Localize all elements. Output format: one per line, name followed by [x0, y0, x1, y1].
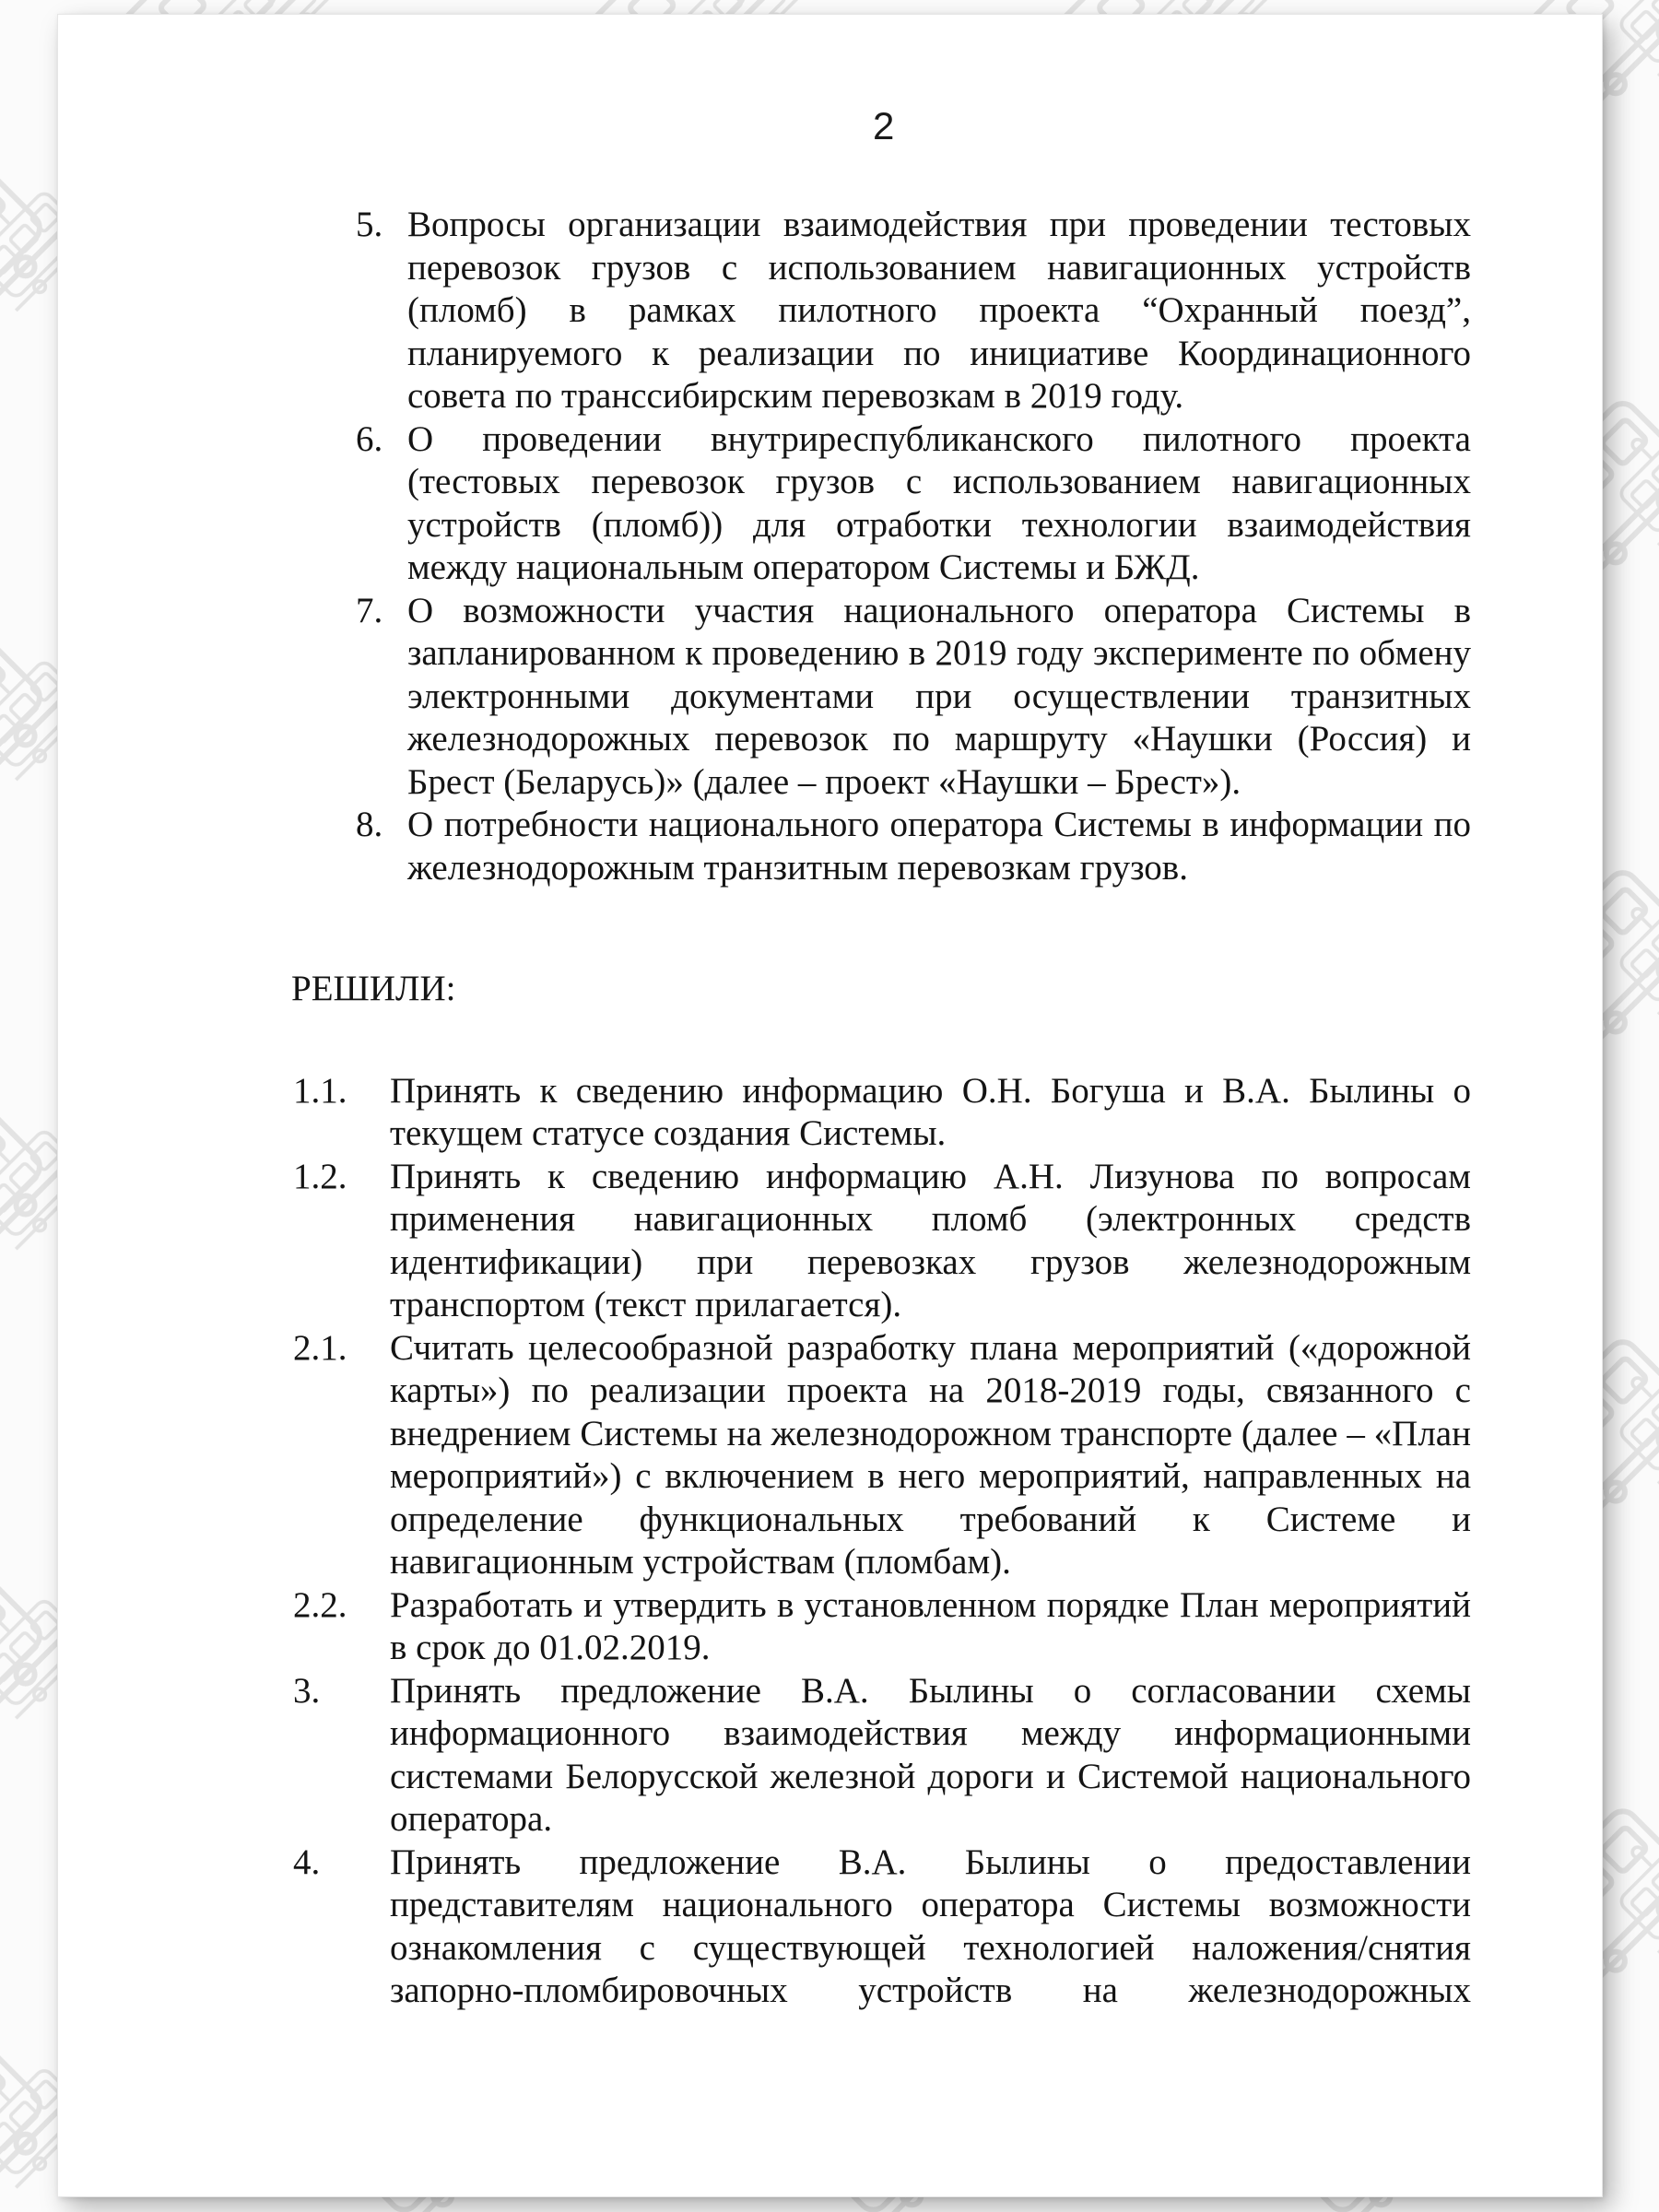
agenda-item-number: 6.	[356, 418, 383, 459]
agenda-item-text: О возможности участия национального оператора Системы в запланированном к проведению в 2019 году эксперименте по обмену электронными документами при осуществлении транзитных железнодорожных перевозок по маршруту «Наушки (Россия) и Брест (Беларусь)» (далее – проект «Наушки – Брест»).	[407, 590, 1471, 802]
agenda-item-number: 7.	[356, 590, 383, 630]
agenda-item-text: Вопросы организации взаимодействия при проведении тестовых перевозок грузов с использованием навигационных устройств (пломб) в рамках пилотного проекта “Охранный поезд”, планируемого к реализации по инициативе Координационного совета по транссибирским перевозкам в 2019 году.	[407, 205, 1471, 416]
page-number: 2	[873, 104, 895, 147]
decision-item-number: 3.	[293, 1670, 321, 1711]
document-page	[57, 14, 1603, 2197]
agenda-item-number: 8.	[356, 805, 383, 844]
section-heading: РЕШИЛИ:	[291, 969, 456, 1008]
document-body	[58, 204, 1602, 2013]
decision-item	[58, 1841, 1602, 2013]
decision-item-number: 4.	[293, 1841, 321, 1882]
decision-item-text: Считать целесообразной разработку плана мероприятий («дорожной карты») по реализации проекта на 2018-2019 годы, связанного с внедрением Системы на железнодорожном транспорте (далее – «План мероприятий») с включением в него мероприятий, направленных на определение функциональных требований к Системе и навигационным устройствам (пломбам).	[390, 1327, 1471, 1582]
decision-item	[58, 1327, 1602, 1584]
agenda-item	[58, 804, 1602, 889]
decision-item-text: Принять предложение В.А. Былины о согласовании схемы информационного взаимодействия между информационными системами Белорусской железной дороги и Системой национального оператора.	[390, 1670, 1471, 1839]
decision-item-number: 2.1.	[293, 1327, 347, 1368]
decision-item	[58, 1156, 1602, 1327]
agenda-item-number: 5.	[356, 205, 383, 244]
decision-item-text: Принять предложение В.А. Былины о предоставлении представителям национального оператора Системы возможности ознакомления с существующей технологией наложения/снятия запорно-пломбировочных устройств на железнодорожных	[390, 1841, 1471, 2010]
decision-item-number: 1.2.	[293, 1156, 347, 1196]
decision-item	[58, 1584, 1602, 1670]
agenda-item	[58, 204, 1602, 418]
decision-item-number: 1.1.	[293, 1070, 347, 1111]
decision-item	[58, 1070, 1602, 1156]
agenda-item	[58, 590, 1602, 805]
agenda-item-text: О потребности национального оператора Системы в информации по железнодорожным транзитным перевозкам грузов.	[407, 805, 1471, 888]
decision-item-text: Принять к сведению информацию О.Н. Богуша и В.А. Былины о текущем статусе создания Системы.	[390, 1070, 1471, 1153]
agenda-item	[58, 418, 1602, 590]
decision-item	[58, 1670, 1602, 1841]
decision-item-number: 2.2.	[293, 1584, 347, 1625]
decision-item-text: Разработать и утвердить в установленном порядке План мероприятий в срок до 01.02.2019.	[390, 1584, 1471, 1667]
agenda-item-text: О проведении внутриреспубликанского пилотного проекта (тестовых перевозок грузов с использованием навигационных устройств (пломб)) для отработки технологии взаимодействия между национальным оператором Системы и БЖД.	[407, 418, 1471, 587]
decision-item-text: Принять к сведению информацию А.Н. Лизунова по вопросам применения навигационных пломб (электронных средств идентификации) при перевозках грузов железнодорожным транспортом (текст прилагается).	[390, 1156, 1471, 1324]
